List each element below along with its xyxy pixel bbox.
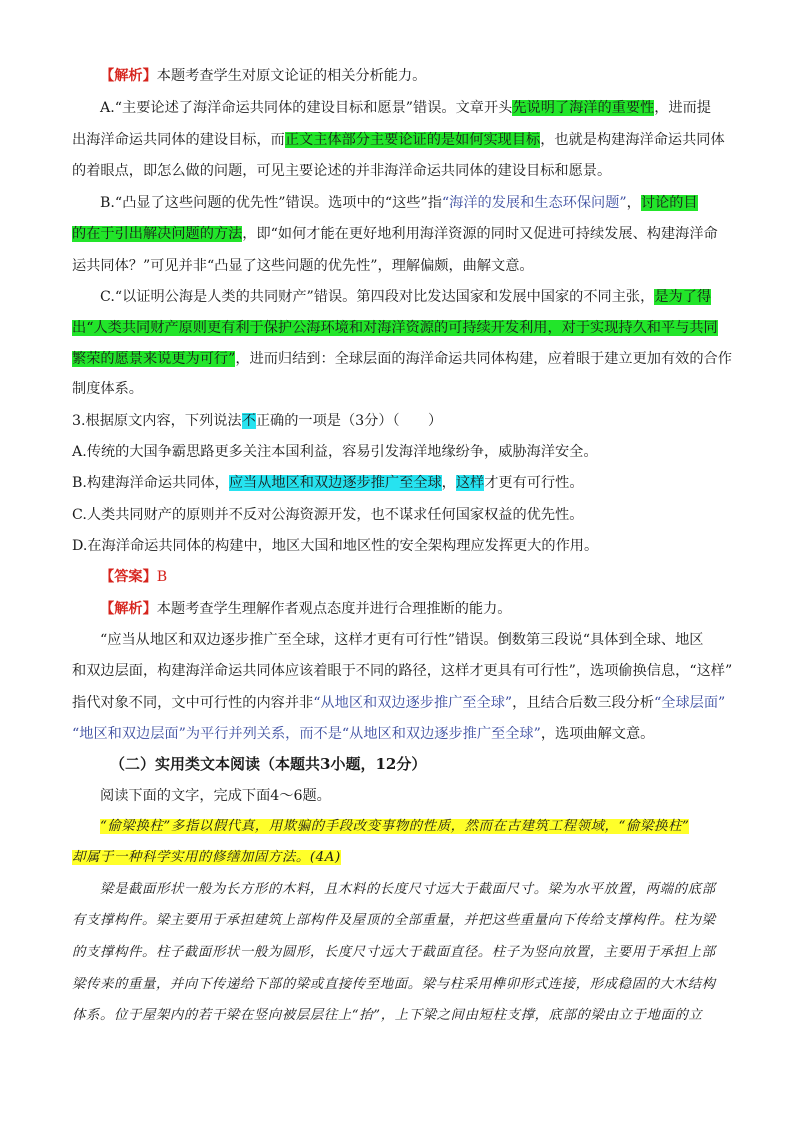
question-3-option-d: D.在海洋命运共同体的构建中，地区大国和地区性的安全架构理应发挥更大的作用。	[72, 538, 599, 554]
passage-highlight-line1	[100, 817, 689, 837]
highlight: 正文主体部分主要论证的是如何实现目标	[284, 132, 541, 148]
text: C.“以证明公海是人类的共同财产”错误。第四段对比发达国家和发展中国家的不同主张，	[100, 289, 655, 305]
highlight: 先说明了海洋的重要性	[512, 100, 655, 116]
option-c-analysis-line3	[72, 349, 732, 369]
question-3-option-b	[72, 473, 584, 493]
text: ，	[441, 475, 456, 491]
text: 指代对象不同，文中可行性的内容并非	[72, 695, 314, 711]
text: B.构建海洋命运共同体，	[72, 475, 229, 491]
text: 才更有可行性。	[484, 475, 584, 491]
section-title: （二）实用类文本阅读（本题共3小题，12分）	[110, 755, 427, 773]
option-b-analysis-line1	[100, 193, 698, 213]
quoted-text: “海洋的发展和生态环保问题”	[441, 195, 627, 211]
text: 正确的一项是（3分）（ ）	[255, 413, 443, 429]
text: A.“主要论述了海洋命运共同体的建设目标和愿景”错误。文章开头	[100, 100, 513, 116]
analysis-intro-line	[100, 66, 426, 86]
highlight: “偷梁换柱”多指以假代真，用欺骗的手段改变事物的性质，然而在古建筑工程领域，“偷梁换柱”	[100, 819, 690, 834]
passage-line5: 体系。位于屋架内的若干梁在竖向被层层往上“抬”，上下梁之间由短柱支撑，底部的梁由立于地面的立	[72, 1008, 703, 1023]
text: ，进而提	[654, 100, 711, 116]
option-a-analysis-line1	[100, 98, 711, 118]
highlight: 是为了得	[654, 289, 712, 305]
analysis-intro: 本题考查学生理解作者观点态度并进行合理推断的能力。	[156, 601, 512, 617]
text: ，且结合后数三段分析	[512, 695, 655, 711]
text: ，也就是构建海洋命运共同体	[540, 132, 725, 148]
option-b-analysis-line3: 运共同体？”可见并非“凸显了这些问题的优先性”，理解偏颇，曲解文意。	[72, 258, 534, 274]
analysis-3-line4	[72, 724, 654, 744]
option-c-analysis-line4: 制度体系。	[72, 381, 143, 397]
option-a-analysis-line2	[72, 130, 725, 150]
passage-line4: 梁传来的重量，并向下传递给下部的梁或直接传至地面。梁与柱采用榫卯形式连接，形成稳固的大木结构	[72, 977, 716, 992]
highlight: 却属于一种科学实用的修缮加固方法。(4A)	[72, 850, 341, 865]
text: ，选项曲解文意。	[540, 726, 655, 742]
analysis-tag: 【解析】	[100, 601, 157, 617]
quoted-text: “地区和双边层面”为平行并列关系，而不是“从地区和双边逐步推广至全球”	[72, 726, 541, 742]
answer-tag: 【答案】	[100, 569, 157, 585]
analysis-3-line3	[72, 693, 725, 713]
question-3-option-c: C.人类共同财产的原则并不反对公海资源开发，也不谋求任何国家权益的优先性。	[72, 507, 584, 523]
passage-highlight-line2	[72, 848, 341, 868]
text: 3.根据原文内容，下列说法	[72, 413, 242, 429]
answer-value: B	[156, 569, 168, 585]
highlight: 这样	[455, 475, 485, 491]
analysis-3-intro-line	[100, 599, 511, 619]
text: 出海洋命运共同体的建设目标，而	[72, 132, 285, 148]
analysis-3-line2: 和双边层面，构建海洋命运共同体应该着眼于不同的路径，这样才更具有可行性”，选项偷换信息，“这样”	[72, 663, 733, 679]
analysis-3-line1: “应当从地区和双边逐步推广至全球，这样才更有可行性”错误。倒数第三段说“具体到全球、地区	[100, 632, 704, 648]
option-a-analysis-line3: 的着眼点，即怎么做的问题，可见主要论述的并非海洋命运共同体的建设目标和愿景。	[72, 163, 612, 179]
analysis-tag: 【解析】	[100, 68, 157, 84]
highlight: 讨论的目	[640, 195, 698, 211]
text: B.“凸显了这些问题的优先性”错误。选项中的“这些”指	[100, 195, 442, 211]
passage-line2: 有支撑构件。梁主要用于承担建筑上部构件及屋顶的全部重量，并把这些重量向下传给支撑构件。柱为梁	[72, 913, 716, 928]
option-b-analysis-line2	[72, 224, 718, 244]
highlight: 繁荣的愿景来说更为可行”	[72, 351, 236, 367]
text: ，	[626, 195, 641, 211]
passage-line1: 梁是截面形状一般为长方形的木料，且木料的长度尺寸远大于截面尺寸。梁为水平放置，两端的底部	[100, 882, 716, 897]
question-3-stem	[72, 411, 442, 431]
quoted-text: “全球层面”	[654, 695, 726, 711]
highlight: 应当从地区和双边逐步推广至全球	[228, 475, 442, 491]
option-c-analysis-line2	[72, 318, 718, 338]
answer-line	[100, 567, 167, 587]
passage-line3: 的支撑构件。柱子截面形状一般为圆形，长度尺寸远大于截面直径。柱子为竖向放置，主要用于承担上部	[72, 945, 716, 960]
text: ，进而归结到：全球层面的海洋命运共同体构建，应着眼于建立更加有效的合作	[235, 351, 732, 367]
question-3-option-a: A.传统的大国争霸思路更多关注本国利益，容易引发海洋地缘纷争，威胁海洋安全。	[72, 444, 598, 460]
highlight: 不	[241, 413, 256, 429]
analysis-intro: 本题考查学生对原文论证的相关分析能力。	[156, 68, 427, 84]
text: ，即“如何才能在更好地利用海洋资源的同时又促进可持续发展、构建海洋命	[242, 226, 718, 242]
quoted-text: “从地区和双边逐步推广至全球”	[313, 695, 513, 711]
highlight: 出“人类共同财产原则更有利于保护公海环境和对海洋资源的可持续开发利用，对于实现持久和平与共同	[72, 320, 718, 336]
highlight: 的在于引出解决问题的方法	[72, 226, 243, 242]
option-c-analysis-line1	[100, 287, 711, 307]
section-instruction: 阅读下面的文字，完成下面4～6题。	[100, 788, 331, 804]
